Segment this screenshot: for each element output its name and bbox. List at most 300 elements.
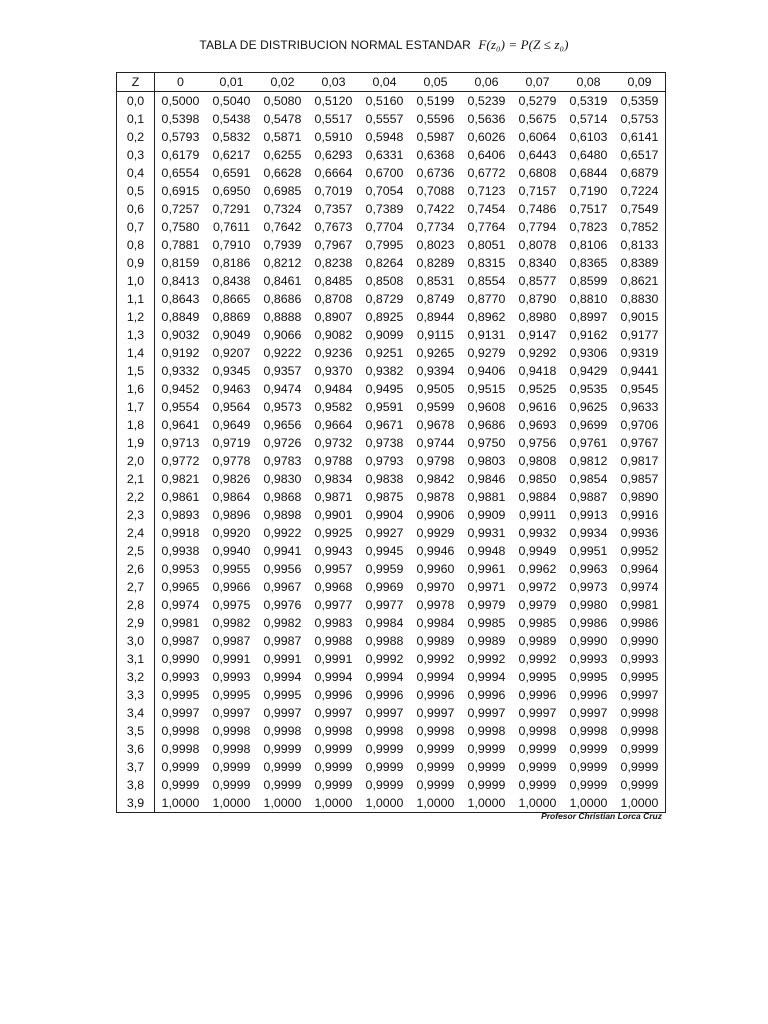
table-row bbox=[117, 326, 666, 344]
probability-cell: 0,9192 bbox=[161, 345, 200, 360]
probability-cell: 0,9983 bbox=[314, 615, 353, 630]
probability-cell: 0,6591 bbox=[212, 165, 251, 180]
probability-cell: 0,9406 bbox=[467, 363, 506, 378]
table-row bbox=[117, 614, 666, 632]
probability-cell: 0,8023 bbox=[416, 237, 455, 252]
probability-cell: 0,9463 bbox=[212, 381, 251, 396]
probability-cell: 0,9943 bbox=[314, 543, 353, 558]
probability-cell: 0,9452 bbox=[161, 381, 200, 396]
probability-cell: 0,9633 bbox=[620, 399, 659, 414]
page-title bbox=[0, 37, 768, 53]
probability-cell: 0,9564 bbox=[212, 399, 251, 414]
probability-cell: 0,9997 bbox=[314, 705, 353, 720]
probability-cell: 0,9370 bbox=[314, 363, 353, 378]
z-value-cell: 0,7 bbox=[117, 218, 155, 236]
probability-cell: 0,5438 bbox=[212, 111, 251, 126]
z-value-cell: 1,1 bbox=[117, 290, 155, 308]
probability-cell: 0,9995 bbox=[518, 669, 557, 684]
probability-cell: 0,9932 bbox=[518, 525, 557, 540]
table-row bbox=[117, 362, 666, 380]
probability-cell: 0,8849 bbox=[161, 309, 200, 324]
probability-cell: 0,7257 bbox=[161, 201, 200, 216]
probability-cell: 0,7881 bbox=[161, 237, 200, 252]
probability-cell: 0,7157 bbox=[518, 183, 557, 198]
z-value-cell: 1,2 bbox=[117, 308, 155, 326]
z-value-cell: 3,9 bbox=[117, 794, 155, 813]
probability-cell: 1,0000 bbox=[212, 795, 251, 810]
table-row bbox=[117, 92, 666, 111]
probability-cell: 0,9868 bbox=[263, 489, 302, 504]
probability-cell: 0,9999 bbox=[365, 741, 404, 756]
probability-cell: 0,9993 bbox=[620, 651, 659, 666]
probability-cell: 0,6141 bbox=[620, 129, 659, 144]
probability-cell: 0,9738 bbox=[365, 435, 404, 450]
probability-cell: 0,9997 bbox=[569, 705, 608, 720]
probability-cell: 0,9996 bbox=[569, 687, 608, 702]
author-signature: Profesor Christian Lorca Cruz bbox=[541, 811, 662, 821]
probability-cell: 0,9999 bbox=[620, 741, 659, 756]
probability-cell: 0,8962 bbox=[467, 309, 506, 324]
table-row bbox=[117, 632, 666, 650]
probability-cell: 0,8621 bbox=[620, 273, 659, 288]
z-value-cell: 2,9 bbox=[117, 614, 155, 632]
probability-cell: 0,9988 bbox=[365, 633, 404, 648]
probability-cell: 0,9997 bbox=[161, 705, 200, 720]
probability-cell: 0,9999 bbox=[416, 777, 455, 792]
z-value-cell: 3,0 bbox=[117, 632, 155, 650]
probability-cell: 0,9977 bbox=[365, 597, 404, 612]
probability-cell: 0,9998 bbox=[467, 723, 506, 738]
probability-cell: 0,9998 bbox=[314, 723, 353, 738]
probability-cell: 0,9222 bbox=[263, 345, 302, 360]
probability-cell: 0,9147 bbox=[518, 327, 557, 342]
probability-cell: 0,9945 bbox=[365, 543, 404, 558]
probability-cell: 0,9834 bbox=[314, 471, 353, 486]
probability-cell: 0,9999 bbox=[314, 741, 353, 756]
table-row bbox=[117, 200, 666, 218]
probability-cell: 0,9979 bbox=[467, 597, 506, 612]
table-row bbox=[117, 452, 666, 470]
probability-cell: 0,6443 bbox=[518, 147, 557, 162]
probability-cell: 0,9948 bbox=[467, 543, 506, 558]
z-value-cell: 2,5 bbox=[117, 542, 155, 560]
z-value-cell: 3,1 bbox=[117, 650, 155, 668]
probability-cell: 0,9916 bbox=[620, 507, 659, 522]
probability-cell: 0,9767 bbox=[620, 435, 659, 450]
probability-cell: 1,0000 bbox=[416, 795, 455, 810]
probability-cell: 0,9996 bbox=[314, 687, 353, 702]
probability-cell: 0,9890 bbox=[620, 489, 659, 504]
probability-cell: 0,9990 bbox=[161, 651, 200, 666]
probability-cell: 0,7291 bbox=[212, 201, 251, 216]
probability-cell: 0,5120 bbox=[314, 93, 353, 108]
probability-cell: 0,6772 bbox=[467, 165, 506, 180]
probability-cell: 0,9999 bbox=[212, 777, 251, 792]
z-value-cell: 2,1 bbox=[117, 470, 155, 488]
table-row bbox=[117, 182, 666, 200]
probability-cell: 0,5040 bbox=[212, 93, 251, 108]
probability-cell: 0,9664 bbox=[314, 417, 353, 432]
probability-cell: 0,5753 bbox=[620, 111, 659, 126]
probability-cell: 0,9992 bbox=[365, 651, 404, 666]
table-row bbox=[117, 272, 666, 290]
probability-cell: 0,9980 bbox=[569, 597, 608, 612]
z-value-cell: 2,6 bbox=[117, 560, 155, 578]
probability-cell: 0,8485 bbox=[314, 273, 353, 288]
probability-cell: 0,9066 bbox=[263, 327, 302, 342]
probability-cell: 0,9357 bbox=[263, 363, 302, 378]
probability-cell: 0,9678 bbox=[416, 417, 455, 432]
probability-cell: 0,8438 bbox=[212, 273, 251, 288]
z-value-cell: 1,0 bbox=[117, 272, 155, 290]
probability-cell: 0,7019 bbox=[314, 183, 353, 198]
header-cell: 0,08 bbox=[563, 73, 614, 92]
probability-cell: 0,9976 bbox=[263, 597, 302, 612]
probability-cell: 0,9906 bbox=[416, 507, 455, 522]
probability-cell: 0,9977 bbox=[314, 597, 353, 612]
probability-cell: 0,9177 bbox=[620, 327, 659, 342]
probability-cell: 0,9082 bbox=[314, 327, 353, 342]
header-cell: 0,09 bbox=[614, 73, 666, 92]
probability-cell: 0,9162 bbox=[569, 327, 608, 342]
probability-cell: 0,6026 bbox=[467, 129, 506, 144]
probability-cell: 1,0000 bbox=[365, 795, 404, 810]
probability-cell: 0,6331 bbox=[365, 147, 404, 162]
probability-cell: 0,8461 bbox=[263, 273, 302, 288]
probability-cell: 0,9987 bbox=[263, 633, 302, 648]
probability-cell: 0,9998 bbox=[263, 723, 302, 738]
probability-cell: 0,9997 bbox=[467, 705, 506, 720]
probability-cell: 0,5910 bbox=[314, 129, 353, 144]
probability-cell: 1,0000 bbox=[569, 795, 608, 810]
probability-cell: 0,6517 bbox=[620, 147, 659, 162]
probability-cell: 0,9999 bbox=[314, 777, 353, 792]
probability-cell: 0,9999 bbox=[416, 759, 455, 774]
probability-cell: 0,9934 bbox=[569, 525, 608, 540]
probability-cell: 0,6844 bbox=[569, 165, 608, 180]
z-table bbox=[116, 72, 666, 813]
probability-cell: 0,9265 bbox=[416, 345, 455, 360]
probability-cell: 0,9998 bbox=[212, 741, 251, 756]
probability-cell: 0,8365 bbox=[569, 255, 608, 270]
probability-cell: 0,7486 bbox=[518, 201, 557, 216]
probability-cell: 0,7642 bbox=[263, 219, 302, 234]
probability-cell: 0,9973 bbox=[569, 579, 608, 594]
probability-cell: 0,9982 bbox=[212, 615, 251, 630]
probability-cell: 0,7054 bbox=[365, 183, 404, 198]
z-value-cell: 1,9 bbox=[117, 434, 155, 452]
probability-cell: 0,9382 bbox=[365, 363, 404, 378]
probability-cell: 0,9952 bbox=[620, 543, 659, 558]
probability-cell: 0,9887 bbox=[569, 489, 608, 504]
probability-cell: 0,9998 bbox=[161, 723, 200, 738]
probability-cell: 0,9956 bbox=[263, 561, 302, 576]
header-cell: 0,06 bbox=[461, 73, 512, 92]
z-value-cell: 0,4 bbox=[117, 164, 155, 182]
probability-cell: 0,9726 bbox=[263, 435, 302, 450]
probability-cell: 0,8051 bbox=[467, 237, 506, 252]
probability-cell: 0,9898 bbox=[263, 507, 302, 522]
header-cell: 0,07 bbox=[512, 73, 563, 92]
probability-cell: 0,9970 bbox=[416, 579, 455, 594]
probability-cell: 0,5793 bbox=[161, 129, 200, 144]
probability-cell: 0,7549 bbox=[620, 201, 659, 216]
probability-cell: 0,9938 bbox=[161, 543, 200, 558]
probability-cell: 0,9999 bbox=[467, 759, 506, 774]
z-value-cell: 3,3 bbox=[117, 686, 155, 704]
probability-cell: 0,7794 bbox=[518, 219, 557, 234]
probability-cell: 0,9671 bbox=[365, 417, 404, 432]
probability-cell: 0,8686 bbox=[263, 291, 302, 306]
probability-cell: 0,9965 bbox=[161, 579, 200, 594]
probability-cell: 0,9999 bbox=[467, 741, 506, 756]
probability-cell: 0,9535 bbox=[569, 381, 608, 396]
table-row bbox=[117, 344, 666, 362]
probability-cell: 0,6736 bbox=[416, 165, 455, 180]
z-value-cell: 0,8 bbox=[117, 236, 155, 254]
probability-cell: 0,9904 bbox=[365, 507, 404, 522]
probability-cell: 0,6368 bbox=[416, 147, 455, 162]
probability-cell: 0,9997 bbox=[263, 705, 302, 720]
probability-cell: 0,8238 bbox=[314, 255, 353, 270]
probability-cell: 0,9996 bbox=[467, 687, 506, 702]
probability-cell: 0,9971 bbox=[467, 579, 506, 594]
probability-cell: 0,9719 bbox=[212, 435, 251, 450]
probability-cell: 0,9931 bbox=[467, 525, 506, 540]
probability-cell: 0,9994 bbox=[416, 669, 455, 684]
probability-cell: 1,0000 bbox=[620, 795, 659, 810]
probability-cell: 0,6554 bbox=[161, 165, 200, 180]
probability-cell: 0,8315 bbox=[467, 255, 506, 270]
title-text: TABLA DE DISTRIBUCION NORMAL ESTANDAR bbox=[199, 38, 471, 52]
probability-cell: 0,9998 bbox=[569, 723, 608, 738]
probability-cell: 0,9941 bbox=[263, 543, 302, 558]
header-cell: 0,05 bbox=[410, 73, 461, 92]
probability-cell: 0,9850 bbox=[518, 471, 557, 486]
probability-cell: 0,9984 bbox=[365, 615, 404, 630]
probability-cell: 0,8830 bbox=[620, 291, 659, 306]
z-value-cell: 0,3 bbox=[117, 146, 155, 164]
probability-cell: 0,9884 bbox=[518, 489, 557, 504]
probability-cell: 0,9554 bbox=[161, 399, 200, 414]
probability-cell: 0,7910 bbox=[212, 237, 251, 252]
probability-cell: 0,7357 bbox=[314, 201, 353, 216]
probability-cell: 0,7123 bbox=[467, 183, 506, 198]
probability-cell: 0,9015 bbox=[620, 309, 659, 324]
probability-cell: 0,9998 bbox=[212, 723, 251, 738]
probability-cell: 0,6480 bbox=[569, 147, 608, 162]
probability-cell: 0,9962 bbox=[518, 561, 557, 576]
table-row bbox=[117, 650, 666, 668]
probability-cell: 0,9991 bbox=[212, 651, 251, 666]
probability-cell: 0,8907 bbox=[314, 309, 353, 324]
table-row bbox=[117, 416, 666, 434]
table-row bbox=[117, 218, 666, 236]
probability-cell: 0,9999 bbox=[263, 759, 302, 774]
probability-cell: 0,9778 bbox=[212, 453, 251, 468]
table-row bbox=[117, 578, 666, 596]
probability-cell: 0,8159 bbox=[161, 255, 200, 270]
probability-cell: 0,8212 bbox=[263, 255, 302, 270]
probability-cell: 0,9441 bbox=[620, 363, 659, 378]
probability-cell: 0,9744 bbox=[416, 435, 455, 450]
probability-cell: 0,9968 bbox=[314, 579, 353, 594]
probability-cell: 0,9608 bbox=[467, 399, 506, 414]
z-value-cell: 3,4 bbox=[117, 704, 155, 722]
z-table-body bbox=[117, 92, 666, 813]
z-value-cell: 3,7 bbox=[117, 758, 155, 776]
probability-cell: 0,7422 bbox=[416, 201, 455, 216]
probability-cell: 0,9995 bbox=[263, 687, 302, 702]
probability-cell: 0,8599 bbox=[569, 273, 608, 288]
probability-cell: 0,9772 bbox=[161, 453, 200, 468]
probability-cell: 0,9999 bbox=[518, 741, 557, 756]
probability-cell: 0,9812 bbox=[569, 453, 608, 468]
table-row bbox=[117, 686, 666, 704]
probability-cell: 0,9993 bbox=[161, 669, 200, 684]
probability-cell: 0,9864 bbox=[212, 489, 251, 504]
probability-cell: 0,9996 bbox=[518, 687, 557, 702]
z-value-cell: 2,2 bbox=[117, 488, 155, 506]
probability-cell: 0,9686 bbox=[467, 417, 506, 432]
probability-cell: 0,9418 bbox=[518, 363, 557, 378]
probability-cell: 0,9878 bbox=[416, 489, 455, 504]
probability-cell: 0,6406 bbox=[467, 147, 506, 162]
table-row bbox=[117, 524, 666, 542]
probability-cell: 0,9474 bbox=[263, 381, 302, 396]
probability-cell: 0,9989 bbox=[416, 633, 455, 648]
probability-cell: 0,5000 bbox=[161, 93, 200, 108]
probability-cell: 0,9817 bbox=[620, 453, 659, 468]
probability-cell: 0,9994 bbox=[314, 669, 353, 684]
table-row bbox=[117, 722, 666, 740]
probability-cell: 0,9992 bbox=[467, 651, 506, 666]
z-value-cell: 3,6 bbox=[117, 740, 155, 758]
probability-cell: 0,9761 bbox=[569, 435, 608, 450]
probability-cell: 0,9706 bbox=[620, 417, 659, 432]
header-cell: 0 bbox=[155, 73, 207, 92]
probability-cell: 0,9901 bbox=[314, 507, 353, 522]
probability-cell: 0,8708 bbox=[314, 291, 353, 306]
probability-cell: 0,9929 bbox=[416, 525, 455, 540]
probability-cell: 0,6915 bbox=[161, 183, 200, 198]
probability-cell: 0,9994 bbox=[263, 669, 302, 684]
probability-cell: 0,9115 bbox=[417, 327, 454, 342]
probability-cell: 0,6179 bbox=[161, 147, 200, 162]
z-value-cell: 0,9 bbox=[117, 254, 155, 272]
probability-cell: 0,9999 bbox=[518, 777, 557, 792]
probability-cell: 0,9986 bbox=[620, 615, 659, 630]
probability-cell: 0,8508 bbox=[365, 273, 404, 288]
z-value-cell: 1,5 bbox=[117, 362, 155, 380]
probability-cell: 0,9846 bbox=[467, 471, 506, 486]
probability-cell: 0,9992 bbox=[416, 651, 455, 666]
probability-cell: 0,9625 bbox=[569, 399, 608, 414]
probability-cell: 0,9959 bbox=[365, 561, 404, 576]
probability-cell: 0,9995 bbox=[620, 669, 659, 684]
probability-cell: 0,8531 bbox=[416, 273, 455, 288]
probability-cell: 0,9857 bbox=[620, 471, 659, 486]
probability-cell: 0,5398 bbox=[161, 111, 200, 126]
probability-cell: 0,6950 bbox=[212, 183, 251, 198]
probability-cell: 0,9345 bbox=[212, 363, 251, 378]
probability-cell: 0,9999 bbox=[365, 777, 404, 792]
probability-cell: 0,9319 bbox=[620, 345, 659, 360]
probability-cell: 1,0000 bbox=[314, 795, 353, 810]
probability-cell: 0,6293 bbox=[314, 147, 353, 162]
z-value-cell: 2,0 bbox=[117, 452, 155, 470]
probability-cell: 0,8925 bbox=[365, 309, 404, 324]
probability-cell: 0,9999 bbox=[314, 759, 353, 774]
probability-cell: 0,7517 bbox=[569, 201, 608, 216]
probability-cell: 0,9981 bbox=[161, 615, 200, 630]
z-table-header bbox=[117, 73, 666, 92]
probability-cell: 0,9998 bbox=[161, 741, 200, 756]
probability-cell: 0,9991 bbox=[314, 651, 353, 666]
header-cell: 0,01 bbox=[206, 73, 257, 92]
probability-cell: 0,9998 bbox=[620, 705, 659, 720]
z-value-cell: 0,2 bbox=[117, 128, 155, 146]
z-value-cell: 2,3 bbox=[117, 506, 155, 524]
probability-cell: 0,9985 bbox=[518, 615, 557, 630]
probability-cell: 0,9999 bbox=[569, 777, 608, 792]
probability-cell: 0,8944 bbox=[416, 309, 455, 324]
probability-cell: 0,9099 bbox=[365, 327, 404, 342]
probability-cell: 0,9989 bbox=[467, 633, 506, 648]
probability-cell: 0,9936 bbox=[620, 525, 659, 540]
probability-cell: 0,9957 bbox=[314, 561, 353, 576]
probability-cell: 0,9979 bbox=[518, 597, 557, 612]
probability-cell: 0,9032 bbox=[161, 327, 200, 342]
probability-cell: 0,5832 bbox=[212, 129, 251, 144]
probability-cell: 0,9978 bbox=[416, 597, 455, 612]
probability-cell: 0,9982 bbox=[263, 615, 302, 630]
table-row bbox=[117, 776, 666, 794]
probability-cell: 0,9279 bbox=[467, 345, 506, 360]
probability-cell: 0,5199 bbox=[416, 93, 455, 108]
probability-cell: 0,9997 bbox=[518, 705, 557, 720]
probability-cell: 0,5596 bbox=[416, 111, 455, 126]
probability-cell: 0,9999 bbox=[416, 741, 455, 756]
probability-cell: 0,9986 bbox=[569, 615, 608, 630]
probability-cell: 0,7611 bbox=[213, 219, 250, 234]
probability-cell: 0,9999 bbox=[365, 759, 404, 774]
table-row bbox=[117, 128, 666, 146]
probability-cell: 0,9821 bbox=[161, 471, 200, 486]
probability-cell: 0,6700 bbox=[365, 165, 404, 180]
probability-cell: 1,0000 bbox=[263, 795, 302, 810]
probability-cell: 0,9484 bbox=[314, 381, 353, 396]
z-value-cell: 3,2 bbox=[117, 668, 155, 686]
probability-cell: 0,9998 bbox=[620, 723, 659, 738]
probability-cell: 0,5871 bbox=[263, 129, 302, 144]
probability-cell: 0,8133 bbox=[620, 237, 659, 252]
probability-cell: 0,9641 bbox=[161, 417, 200, 432]
probability-cell: 0,9750 bbox=[467, 435, 506, 450]
probability-cell: 0,9946 bbox=[416, 543, 455, 558]
probability-cell: 0,8264 bbox=[365, 255, 404, 270]
probability-cell: 0,9953 bbox=[161, 561, 200, 576]
table-row bbox=[117, 668, 666, 686]
probability-cell: 0,8106 bbox=[569, 237, 608, 252]
probability-cell: 0,9911 bbox=[519, 507, 556, 522]
header-cell-z: Z bbox=[117, 73, 155, 92]
probability-cell: 0,5319 bbox=[569, 93, 608, 108]
probability-cell: 0,9236 bbox=[314, 345, 353, 360]
probability-cell: 0,9996 bbox=[365, 687, 404, 702]
probability-cell: 0,9999 bbox=[620, 777, 659, 792]
z-value-cell: 0,6 bbox=[117, 200, 155, 218]
